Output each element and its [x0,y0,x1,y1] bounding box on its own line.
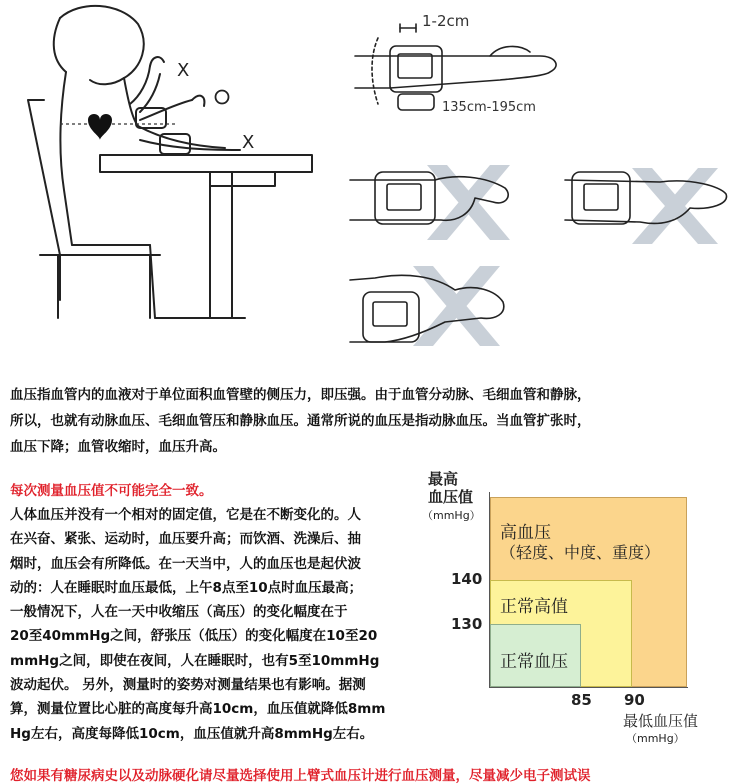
intro-line: 血压下降；血管收缩时，血压升高。 [10,439,226,455]
y-tick-140: 140 [451,570,483,588]
bp-classification-diagram [420,462,750,762]
footer-note: 您如果有糖尿病史以及动脉硬化请尽量选择使用上臂式血压计进行血压测量，尽量减少电子测试误 [10,768,591,784]
y-axis-title-line1: 最高 [428,470,459,488]
section-heading: 每次测量血压值不可能完全一致。 [10,483,213,499]
section-paragraph [10,503,415,746]
wrist-device-fit-illustration [350,8,570,123]
section-line: 烟时，血压会有所降低。在一天当中，人的血压也是起伏波 [10,555,361,572]
zone-high-normal-label: 正常高值 [500,597,568,617]
posture-illustration [0,0,330,340]
zone-normal-label: 正常血压 [500,652,568,672]
section-line: 一般情况下，人在一天中收缩压（高压）的变化幅度在于 [10,604,348,621]
zone-hypertension-label: 高血压 [500,523,551,543]
correct-mark-icon [216,91,229,104]
section-line: 人体血压并没有一个相对的固定值，它是在不断变化的。人 [10,507,361,523]
wrong-position-illustration-2 [560,150,740,255]
section-line: 在兴奋、紧张、运动时，血压要升高；而饮酒、洗澡后、抽 [10,531,361,548]
zone-hypertension-sublabel: （轻度、中度、重度） [500,543,661,562]
section-line: 算，测量位置比心脏的高度每升高10cm，血压值就降低8mm [10,701,386,718]
x-tick-90: 90 [624,691,645,709]
intro-line: 所以，也就有动脉血压、毛细血管压和静脉血压。通常所说的血压是指动脉血压。当血管扩张时， [10,413,591,429]
y-axis-title-line2: 血压值 [428,488,474,506]
y-tick-130: 130 [451,615,483,633]
y-axis [489,492,490,688]
section-line: 20至40mmHg之间，舒张压（低压）的变化幅度在10至20 [10,628,378,645]
x-axis-title: 最低血压值 [623,712,699,730]
wrist-gap-label: 1-2cm [422,12,470,30]
wrong-high-mark: X [177,60,190,81]
section-line: mmHg之间，即使在夜间，人在睡眠时，也有5至10mmHg [10,652,380,669]
section-line: 波动起伏。 另外，测量时的姿势对测量结果也有影响。据测 [10,677,366,694]
heart-icon [88,114,112,140]
wrong-position-illustration-3 [345,262,525,357]
intro-line: 血压指血管内的血液对于单位面积血管壁的侧压力，即压强。由于血管分动脉、毛细血管和静脉， [10,387,591,403]
section-line: 动的：人在睡眠时血压最低，上午8点至10点时血压最高； [10,579,363,596]
wrong-position-illustration-1 [345,150,525,255]
wrist-size-label: 135cm-195cm [442,100,536,115]
y-axis-unit: （mmHg） [422,509,481,522]
x-axis-unit: （mmHg） [626,732,685,745]
wrong-low-mark: X [242,132,255,153]
x-axis [489,687,688,688]
x-tick-85: 85 [571,691,592,709]
section-line: Hg左右，高度每降低10cm，血压值就升高8mmHg左右。 [10,725,374,742]
intro-paragraph [10,382,690,460]
